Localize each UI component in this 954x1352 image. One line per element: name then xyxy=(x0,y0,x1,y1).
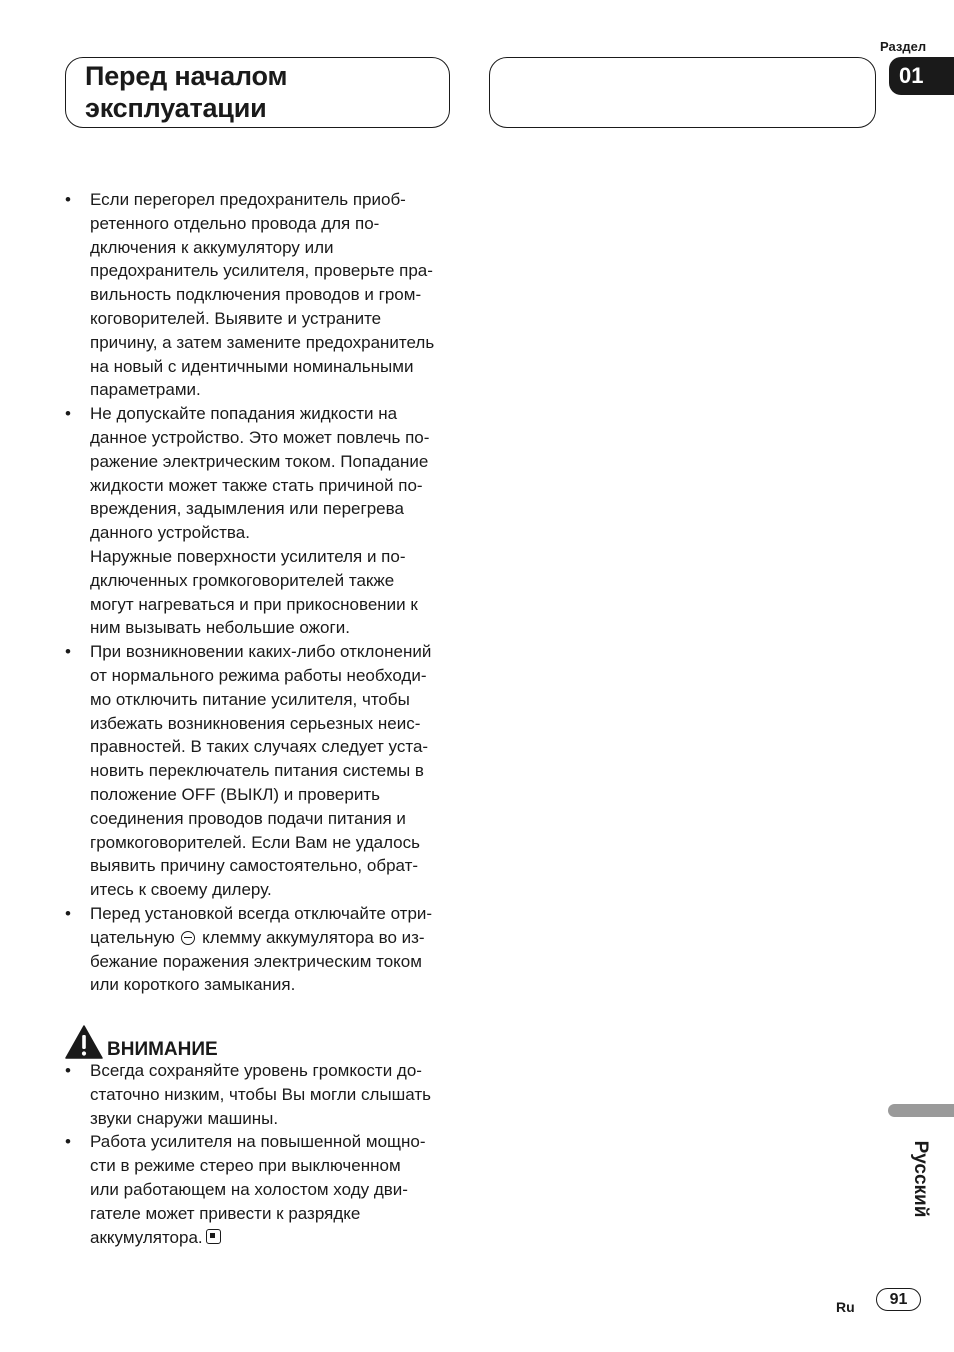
title-box xyxy=(65,57,450,128)
language-tab-bar xyxy=(888,1104,954,1117)
paragraph-part: Перед установкой всегда отключайте отри- цательную xyxy=(90,903,433,947)
language-code: Ru xyxy=(836,1299,855,1315)
section-label: Раздел xyxy=(880,39,927,54)
caution-heading xyxy=(65,1025,457,1059)
paragraph: • Если перегорел предохранитель приоб- ретенного отдельно провода для по- дключения к аккумулятору или предохранитель усилителя, проверьте пра- вильность подключения проводов и гром- коговорителей. Выявите и устраните причину, а затем замените предохранитель на новый с идентичными номинальными параметрами. xyxy=(90,190,435,400)
caution-list xyxy=(65,1059,457,1249)
paragraph-part: клемму аккумулятора во из- бежание поражения электрическим током или короткого замыкания. xyxy=(90,927,425,995)
list-item xyxy=(65,402,457,640)
list-item xyxy=(65,902,457,997)
list-item xyxy=(65,1059,457,1130)
paragraph: • При возникновении каких-либо отклонений от нормального режима работы необходи- мо отключить питание усилителя, чтобы избежать возникновения серьезных неис- правностей. В таких случаях следует уста- новить переключатель питания системы в положение OFF (ВЫКЛ) и проверить соединения проводов подачи питания и громкоговорителей. Если Вам не удалось выявить причину самостоятельно, обрат- итесь к своему дилеру. xyxy=(90,642,432,900)
section-number-tab: 01 xyxy=(889,57,954,95)
main-content xyxy=(65,188,457,1249)
paragraph: • Не допускайте попадания жидкости на данное устройство. Это может повлечь по- ражение электрическим током. Попадание жидкости может также стать причиной по- вреждения, задымления или перегрева данного устройства. xyxy=(90,404,430,543)
minus-circle-icon xyxy=(181,931,195,945)
language-label: Русский xyxy=(910,1140,931,1218)
empty-header-box xyxy=(489,57,876,128)
list-item xyxy=(65,640,457,902)
page-number: 91 xyxy=(876,1288,921,1311)
warning-icon xyxy=(65,1025,103,1059)
end-mark-icon xyxy=(206,1229,221,1244)
list-item xyxy=(65,188,457,402)
paragraph: Наружные поверхности усилителя и по- дключенных громкоговорителей также могут нагреваться и при прикосновении к ним вызывать небольшие ожоги. xyxy=(90,546,418,638)
bullet-list xyxy=(65,188,457,997)
paragraph: Работа усилителя на повышенной мощно- сти в режиме стерео при выключенном или работающем на холостом ходу дви- гателе может привести к разрядке аккумулятора. xyxy=(90,1132,426,1247)
list-item xyxy=(65,1130,457,1249)
caution-label: ВНИМАНИЕ xyxy=(107,1039,218,1061)
paragraph: • Всегда сохраняйте уровень громкости до- статочно низким, чтобы Вы могли слышать звуки снаружи машины. xyxy=(90,1061,431,1128)
page-title: Перед началом эксплуатации xyxy=(85,61,288,123)
